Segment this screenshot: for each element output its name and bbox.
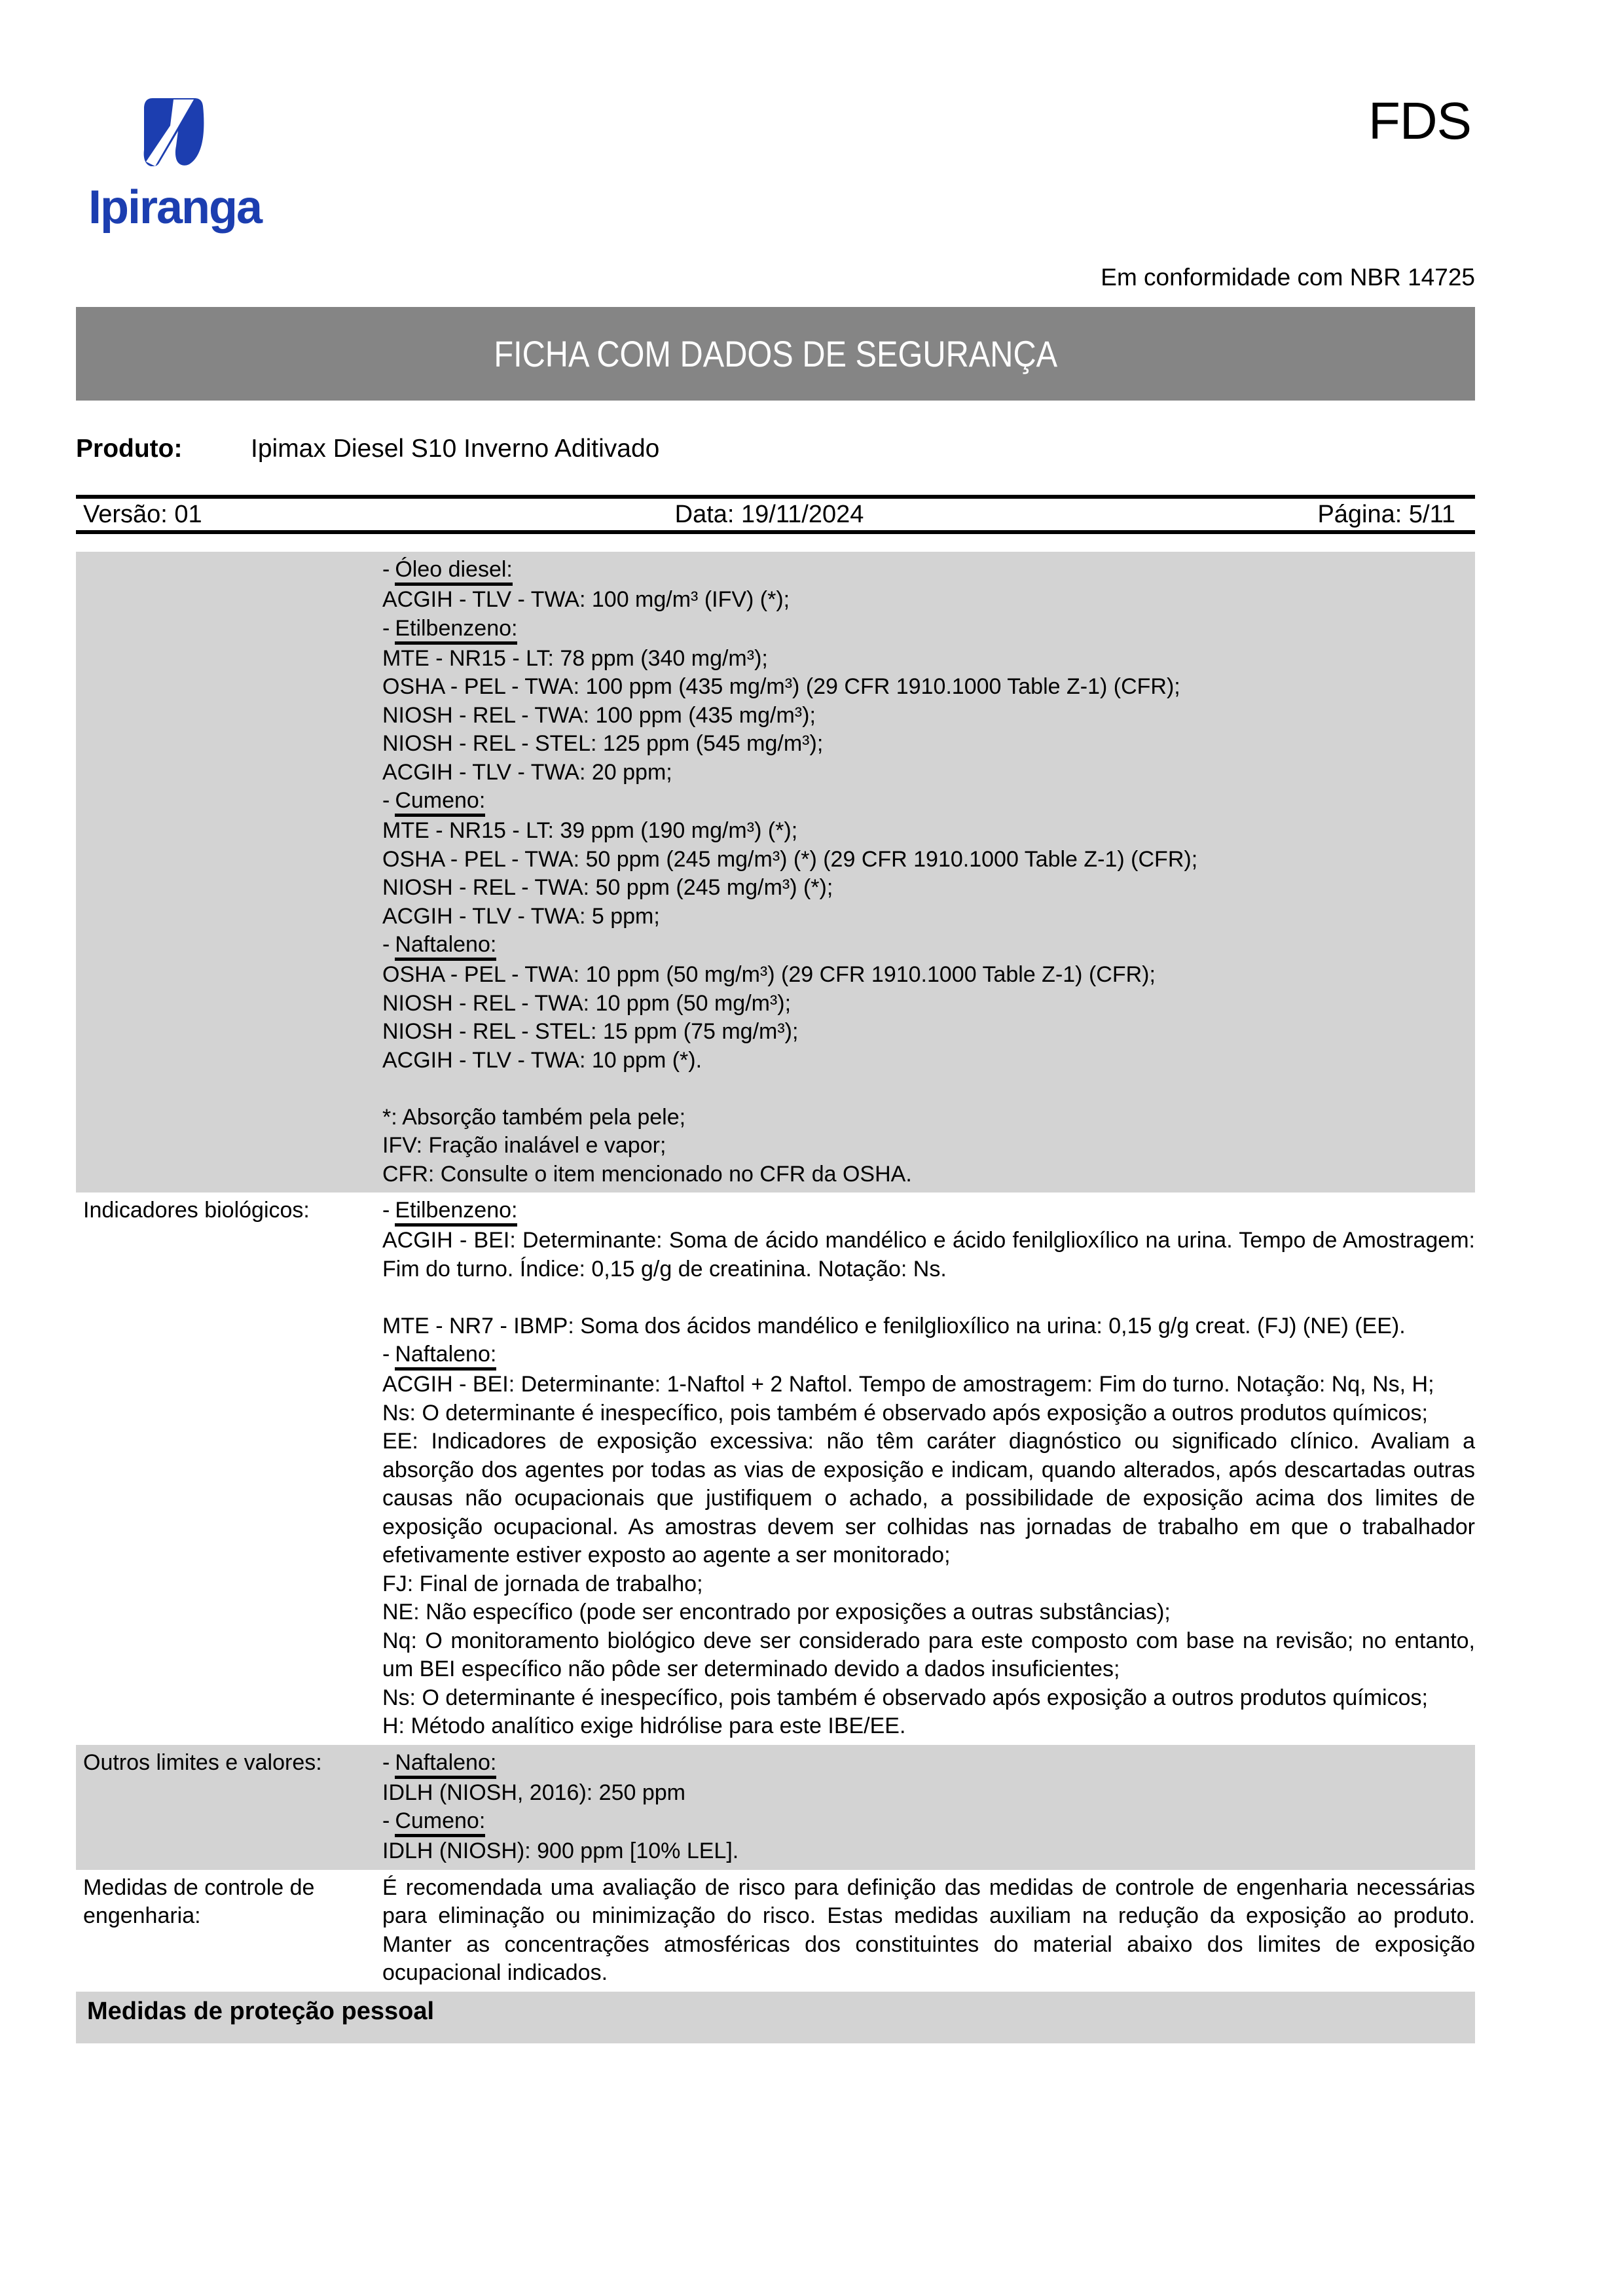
section-other-limits: [76, 1745, 1475, 1870]
substance-item: - Etilbenzeno:: [382, 615, 1475, 645]
content-line: IDLH (NIOSH): 900 ppm [10% LEL].: [382, 1839, 739, 1863]
section-exposure-limits: [76, 552, 1475, 1193]
section-content: [382, 1193, 1475, 1745]
substance-item: - Etilbenzeno:: [382, 1196, 1475, 1227]
substance-name: Naftaleno:: [395, 933, 496, 961]
content-line: MTE - NR15 - LT: 78 ppm (340 mg/m³);: [382, 645, 768, 671]
content-line: MTE - NR15 - LT: 39 ppm (190 mg/m³) (*);: [382, 818, 798, 843]
ipiranga-logo: [88, 98, 262, 234]
content-line: IDLH (NIOSH, 2016): 250 ppm: [382, 1780, 685, 1805]
content-line: *: Absorção também pela pele;: [382, 1104, 686, 1130]
content-line: IFV: Fração inalável e vapor;: [382, 1133, 666, 1158]
product-label: Produto:: [76, 435, 183, 463]
section-label: Outros limites e valores:: [83, 1749, 322, 1775]
content-line: ACGIH - BEI: Determinante: Soma de ácido mandélico e ácido fenilglioxílico na urina. Tempo de Amostragem: Fim do turno. Índice: 0,15 g/g de creatinina. Notação: Ns.: [382, 1228, 1475, 1282]
substance-name: Naftaleno:: [395, 1751, 496, 1779]
doc-type-title: FDS: [1368, 92, 1471, 150]
date-field: Data: 19/11/2024: [674, 500, 864, 528]
content-line: OSHA - PEL - TWA: 50 ppm (245 mg/m³) (*) (29 CFR 1910.1000 Table Z-1) (CFR);: [382, 846, 1198, 872]
product-value: Ipimax Diesel S10 Inverno Aditivado: [251, 435, 660, 463]
section-label: Indicadores biológicos:: [83, 1198, 310, 1223]
substance-item: - Naftaleno:: [382, 1749, 1475, 1779]
content-line: NIOSH - REL - STEL: 15 ppm (75 mg/m³);: [382, 1019, 799, 1044]
sections-container: [76, 552, 1475, 1992]
substance-item: - Cumeno:: [382, 787, 1475, 817]
version-field: Versão: 01: [83, 500, 202, 528]
section-content: [382, 552, 1475, 1193]
title-banner: [76, 307, 1475, 401]
substance-name: Cumeno:: [395, 1809, 485, 1837]
content-line: NIOSH - REL - TWA: 10 ppm (50 mg/m³);: [382, 990, 792, 1016]
content-line: ACGIH - TLV - TWA: 20 ppm;: [382, 759, 672, 785]
section-label: [76, 552, 382, 1193]
content-line: [382, 1075, 1475, 1103]
content-line: OSHA - PEL - TWA: 100 ppm (435 mg/m³) (29 CFR 1910.1000 Table Z-1) (CFR);: [382, 674, 1180, 699]
section-label: Medidas de controle de engenharia:: [83, 1874, 315, 1928]
page-content: [76, 0, 1475, 2043]
substance-name: Etilbenzeno:: [395, 617, 517, 645]
content-line: CFR: Consulte o item mencionado no CFR da OSHA.: [382, 1161, 912, 1187]
section-content: [382, 1870, 1475, 1992]
substance-item: - Naftaleno:: [382, 1340, 1475, 1371]
substance-name: Óleo diesel:: [395, 558, 513, 586]
content-line: EE: Indicadores de exposição excessiva: não têm caráter diagnóstico ou significado clínico. Avaliam a absorção dos agentes por todas as vias de exposição e indicam, quando alterados, após descartadas outras causas não ocupacionais que justifiquem o achado, a possibilidade de exposição acima dos limites de exposição ocupacional. As amostras devem ser colhidas nas jornadas de trabalho em que o trabalhador efetivamente estiver exposto ao agente a ser monitorado;: [382, 1429, 1475, 1568]
content-line: Nq: O monitoramento biológico deve ser considerado para este composto com base na revisão; no entanto, um BEI específico não pôde ser determinado devido a dados insuficientes;: [382, 1628, 1475, 1681]
content-line: H: Método analítico exige hidrólise para este IBE/EE.: [382, 1713, 906, 1738]
content-line: NE: Não específico (pode ser encontrado por exposições a outras substâncias);: [382, 1600, 1171, 1624]
compliance-note: Em conformidade com NBR 14725: [1101, 264, 1475, 291]
content-line: ACGIH - TLV - TWA: 100 mg/m³ (IFV) (*);: [382, 587, 790, 612]
substance-name: Cumeno:: [395, 789, 485, 817]
ipiranga-wordmark: Ipiranga: [88, 181, 262, 234]
content-line: ACGIH - BEI: Determinante: 1-Naftol + 2 Naftol. Tempo de amostragem: Fim do turno. Notação: Nq, Ns, H;: [382, 1372, 1434, 1397]
substance-name: Etilbenzeno:: [395, 1198, 517, 1227]
substance-item: - Cumeno:: [382, 1807, 1475, 1837]
substance-name: Naftaleno:: [395, 1342, 496, 1371]
content-line: MTE - NR7 - IBMP: Soma dos ácidos mandélico e fenilglioxílico na urina: 0,15 g/g creat. (FJ) (NE) (EE).: [382, 1313, 1406, 1338]
content-line: FJ: Final de jornada de trabalho;: [382, 1571, 703, 1596]
page-header: [76, 0, 1475, 307]
content-line: Ns: O determinante é inespecífico, pois também é observado após exposição a outros produtos químicos;: [382, 1400, 1428, 1426]
content-line: É recomendada uma avaliação de risco para definição das medidas de controle de engenharia necessárias para eliminação ou minimização do risco. Estas medidas auxiliam na redução da exposição ao produto. Manter as concentrações atmosféricas dos constituintes do material abaixo dos limites de exposição ocupacional indicados.: [382, 1874, 1475, 1985]
content-line: ACGIH - TLV - TWA: 5 ppm;: [382, 903, 660, 929]
section-engineering-controls: [76, 1870, 1475, 1992]
substance-item: - Óleo diesel:: [382, 556, 1475, 586]
section-header-personal-protection: Medidas de proteção pessoal: [76, 1992, 1475, 2043]
content-line: [382, 1283, 1475, 1312]
section-biological-indicators: [76, 1193, 1475, 1745]
product-row: [76, 433, 1475, 465]
content-line: NIOSH - REL - TWA: 100 ppm (435 mg/m³);: [382, 702, 816, 728]
content-line: OSHA - PEL - TWA: 10 ppm (50 mg/m³) (29 CFR 1910.1000 Table Z-1) (CFR);: [382, 962, 1156, 987]
ipiranga-logo-icon: [88, 98, 256, 166]
content-line: ACGIH - TLV - TWA: 10 ppm (*).: [382, 1047, 702, 1073]
content-line: NIOSH - REL - TWA: 50 ppm (245 mg/m³) (*);: [382, 875, 833, 900]
page-number-field: Página: 5/11: [1317, 500, 1456, 528]
content-line: NIOSH - REL - STEL: 125 ppm (545 mg/m³);: [382, 731, 824, 756]
substance-item: - Naftaleno:: [382, 931, 1475, 961]
section-content: [382, 1745, 1475, 1870]
content-line: Ns: O determinante é inespecífico, pois também é observado após exposição a outros produtos químicos;: [382, 1685, 1428, 1710]
document-title: FICHA COM DADOS DE SEGURANÇA: [494, 332, 1057, 374]
version-row: [76, 495, 1475, 534]
